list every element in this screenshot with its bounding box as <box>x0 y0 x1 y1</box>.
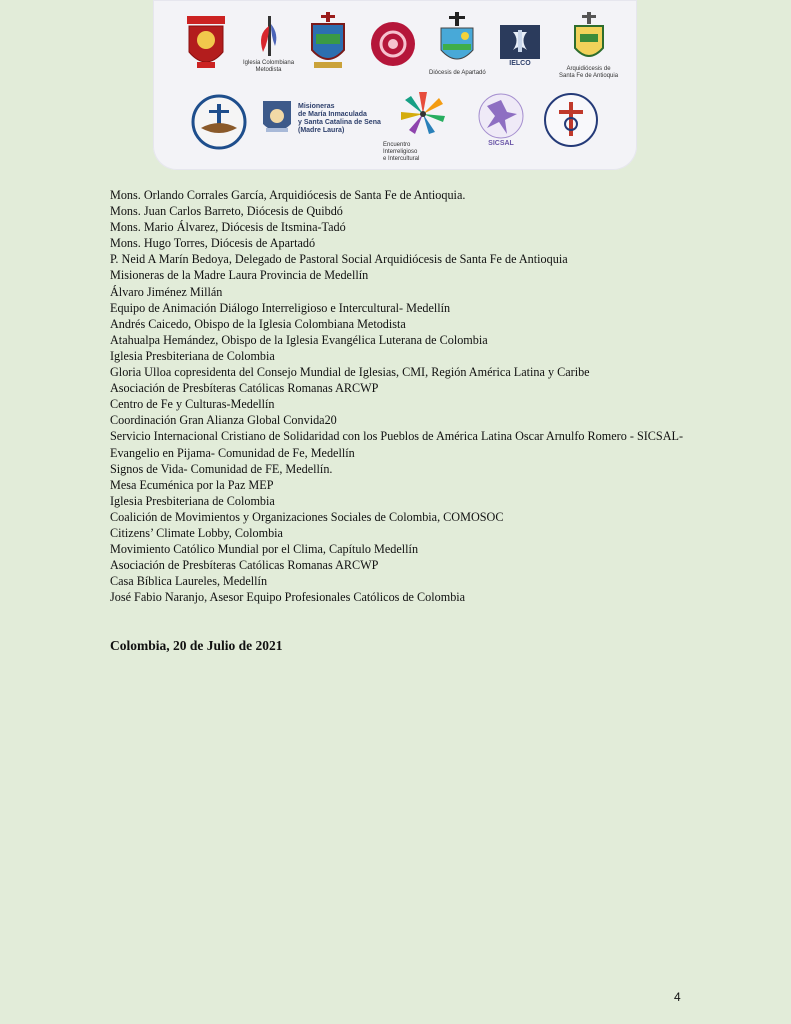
list-item: Andrés Caicedo, Obispo de la Iglesia Colombiana Metodista <box>110 316 406 331</box>
list-item: Mesa Ecuménica por la Paz MEP <box>110 477 274 492</box>
logo-caption: Diócesis de Apartadó <box>429 70 486 76</box>
list-item: P. Neid A Marín Bedoya, Delegado de Pastoral Social Arquidiócesis de Santa Fe de Antioquia <box>110 252 568 267</box>
list-item: Asociación de Presbíteras Católicas Romanas ARCWP <box>110 381 379 396</box>
misioneras-madre-laura-logo <box>260 98 381 140</box>
diocesis-itsmina-tado-logo <box>306 10 350 74</box>
logo-caption: Misioneras de María Inmaculada y Santa Catalina de Sena (Madre Laura) <box>298 103 381 134</box>
sicsal-logo <box>477 92 525 148</box>
logo-caption: Arquidiócesis de Santa Fe de Antioquia <box>559 66 619 79</box>
list-item: Signos de Vida- Comunidad de FE, Medellín. <box>110 461 333 476</box>
logo-banner <box>153 0 637 170</box>
list-item: Centro de Fe y Culturas-Medellín <box>110 397 275 412</box>
red-circular-logo <box>369 20 417 68</box>
me-envio-logo <box>183 12 229 76</box>
pastoral-social-logo <box>191 94 247 150</box>
list-item: Coordinación Gran Alianza Global Convida20 <box>110 413 337 428</box>
logo-caption: IELCO <box>509 60 531 67</box>
list-item: Iglesia Presbiteriana de Colombia <box>110 493 275 508</box>
list-item: Servicio Internacional Cristiano de Solidaridad con los Pueblos de América Latina Oscar Arnulfo Romero - SICSAL- <box>110 429 684 444</box>
list-item: Atahualpa Hemández, Obispo de la Iglesia Evangélica Luterana de Colombia <box>110 332 488 347</box>
list-item: Iglesia Presbiteriana de Colombia <box>110 348 275 363</box>
page-number: 4 <box>674 990 681 1004</box>
list-item: Álvaro Jiménez Millán <box>110 284 223 299</box>
list-item: Mons. Mario Álvarez, Diócesis de Itsmina-Tadó <box>110 220 346 235</box>
list-item: Mons. Hugo Torres, Diócesis de Apartadó <box>110 236 316 251</box>
list-item: Mons. Juan Carlos Barreto, Diócesis de Quibdó <box>110 204 343 219</box>
logo-caption: Iglesia Colombiana Metodista <box>243 60 295 73</box>
list-item: Evangelio en Pijama- Comunidad de Fe, Medellín <box>110 445 355 460</box>
iglesia-presbiteriana-colombia-logo <box>541 92 601 148</box>
diocesis-apartado-logo <box>429 10 486 77</box>
list-item: Movimiento Católico Mundial por el Clima, Capítulo Medellín <box>110 542 419 557</box>
list-item: Equipo de Animación Diálogo Interreligioso e Intercultural- Medellín <box>110 300 451 315</box>
encuentro-interreligioso-logo <box>383 88 447 163</box>
arquidiocesis-santa-fe-antioquia-logo <box>559 10 618 80</box>
iglesia-colombiana-metodista-logo <box>243 12 294 74</box>
logo-caption: SICSAL <box>488 140 514 147</box>
list-item: Asociación de Presbíteras Católicas Romanas ARCWP <box>110 558 379 573</box>
list-item: Misioneras de la Madre Laura Provincia de Medellín <box>110 268 369 283</box>
list-item: Coalición de Movimientos y Organizaciones Sociales de Colombia, COMOSOC <box>110 509 504 524</box>
list-item: Casa Bíblica Laureles, Medellín <box>110 574 268 589</box>
ielco-logo <box>499 24 541 68</box>
list-item: José Fabio Naranjo, Asesor Equipo Profesionales Católicos de Colombia <box>110 590 466 605</box>
date-line: Colombia, 20 de Julio de 2021 <box>110 638 283 653</box>
list-item: Gloria Ulloa copresidenta del Consejo Mundial de Iglesias, CMI, Región América Latina y Caribe <box>110 365 590 380</box>
signers-list <box>110 187 690 605</box>
list-item: Citizens’ Climate Lobby, Colombia <box>110 525 283 540</box>
list-item: Mons. Orlando Corrales García, Arquidiócesis de Santa Fe de Antioquia. <box>110 188 466 202</box>
logo-caption: Encuentro Interreligioso e Intercultural <box>383 142 420 162</box>
